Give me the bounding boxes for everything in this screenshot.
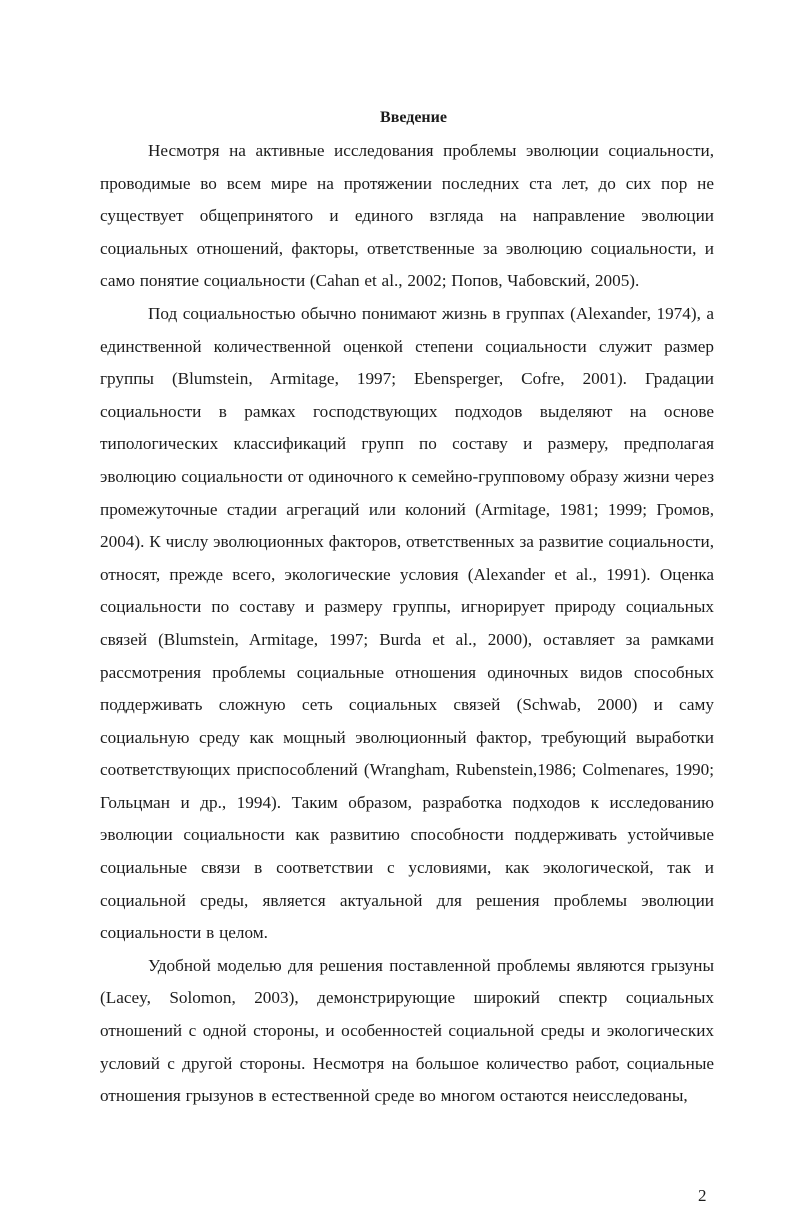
section-heading: Введение bbox=[380, 109, 447, 126]
page-number: 2 bbox=[698, 1186, 707, 1205]
body-text bbox=[100, 135, 714, 1113]
paragraph-1: Несмотря на активные исследования проблемы эволюции социальности, проводимые во всем мире на протяжении последних ста лет, до сих пор не существует общепринятого и единого взгляда на направление эволюции социальных отношений, факторы, ответственные за эволюцию социальности, и само понятие социальности (Cahan et al., 2002; Попов, Чабовский, 2005). bbox=[100, 141, 714, 291]
paragraph-3: Удобной моделью для решения поставленной проблемы являются грызуны (Lacey, Solomon, 2003), демонстрирующие широкий спектр социальных отношений с одной стороны, и особенностей социальной среды и экологических условий с другой стороны. Несмотря на большое количество работ, социальные отношения грызунов в естественной среде во многом остаются неисследованы, bbox=[100, 955, 714, 1106]
paragraph-2: Под социальностью обычно понимают жизнь в группах (Alexander, 1974), а единственной количественной оценкой степени социальности служит размер группы (Blumstein, Armitage, 1997; Ebensperger, Cofre, 2001). Градации социальности в рамках господствующих подходов выделяют на основе типологических классификаций групп по составу и размеру, предполагая эволюцию социальности от одиночного к семейно-групповому образу жизни через промежуточные стадии агрегаций или колоний (Armitage, 1981; 1999; Громов, 2004). К числу эволюционных факторов, ответственных за развитие социальности, относят, прежде всего, экологические условия (Alexander et al., 1991). Оценка социальности по составу и размеру группы, игнорирует природу социальных связей (Blumstein, Armitage, 1997; Burda et al., 2000), оставляет за рамками рассмотрения проблемы социальные отношения одиночных видов способных поддерживать сложную сеть социальных связей (Schwab, 2000) и саму социальную среду как мощный эволюционный фактор, требующий выработки соответствующих приспособлений (Wrangham, Rubenstein,1986; Colmenares, 1990; Гольцман и др., 1994). Таким образом, разработка подходов к исследованию эволюции социальности как развитию способности поддерживать устойчивые социальные связи в соответствии с условиями, как экологической, так и социальной среды, является актуальной для решения проблемы эволюции социальности в целом. bbox=[100, 303, 714, 943]
